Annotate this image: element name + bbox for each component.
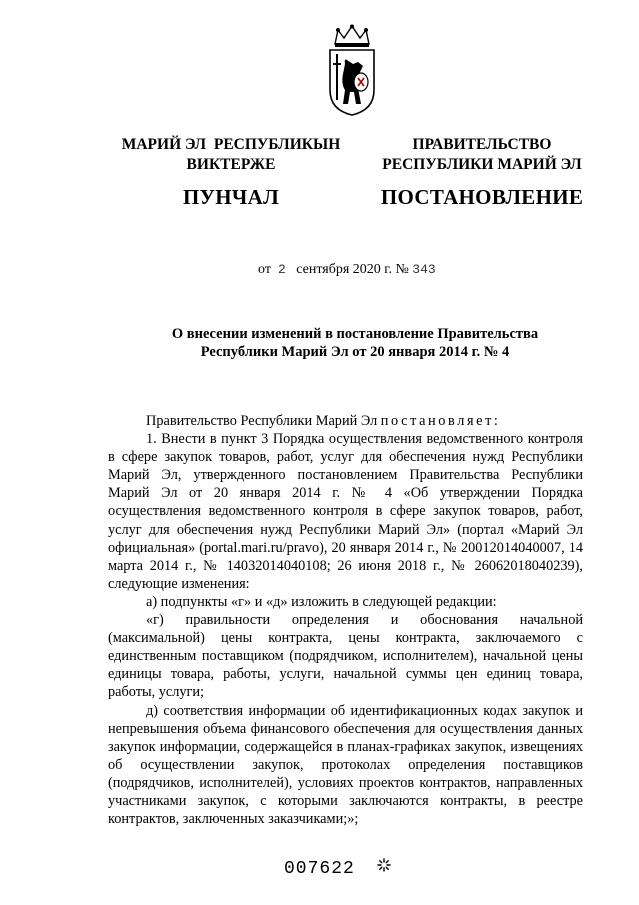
header-left-line2: ВИКТЕРЖЕ: [186, 156, 276, 173]
header-left-line1: МАРИЙ ЭЛ РЕСПУБЛИКЫН: [121, 136, 341, 153]
date-day: 2: [277, 262, 286, 277]
title-line2: Республики Марий Эл от 20 января 2014 г. № 4: [200, 344, 510, 360]
paragraph-4: д) соответствия информации об идентификационных кодах закупок и непревышения объема финансового обеспечения для осуществления данных закупок информации, содержащейся в планах-графиках закупок, извещениях об осуществлении закупок, протоколах определения поставщиков (подрядчиков, исполнителей), условиях проектов контрактов, направленных участниками закупок, с которыми заключаются контракты, в реестре контрактов, заключенных заказчиками;»;: [108, 702, 583, 828]
document-body: [108, 412, 583, 828]
document-title: [120, 325, 590, 361]
footer-serial: [284, 858, 391, 879]
coat-of-arms-icon: [327, 24, 377, 116]
intro-spaced: постановляет: [380, 413, 494, 429]
header-right-line2: РЕСПУБЛИКИ МАРИЙ ЭЛ: [382, 156, 582, 173]
intro-end: :: [493, 413, 498, 429]
header-right-doc-type: ПОСТАНОВЛЕНИЕ: [380, 185, 584, 209]
header-left: [100, 135, 362, 207]
date-month-year: сентября 2020 г. №: [296, 262, 409, 277]
title-line1: О внесении изменений в постановление Правительства: [171, 326, 539, 342]
paragraph-2: а) подпункты «г» и «д» изложить в следующей редакции:: [146, 593, 497, 610]
intro-paragraph: [108, 412, 583, 430]
intro-start: Правительство Республики Марий Эл: [146, 413, 381, 429]
serial-number: 007622: [284, 858, 355, 879]
document-number: 343: [412, 262, 436, 277]
header-right-line1: ПРАВИТЕЛЬСТВО: [412, 136, 552, 153]
paragraph-3: «г) правильности определения и обоснования начальной (максимальной) цены контракта, цены контракта, заключаемого с единственным поставщиком (подрядчиком, исполнителем), начальной цены единицы товара, работы, услуги, начальной суммы цен единиц товара, работы, услуги;: [108, 612, 583, 701]
document-date-line: [258, 262, 436, 278]
header-right: [372, 135, 592, 207]
star-seal-icon: [377, 858, 391, 878]
header-left-doc-type: ПУНЧАЛ: [182, 185, 280, 209]
paragraph-1: 1. Внести в пункт 3 Порядка осуществления ведомственного контроля в сфере закупок товаров, работ, услуг для обеспечения нужд Республики Марий Эл, утвержденного постановлением Правительства Республики Марий Эл от 20 января 2014 г. № 4 «Об утверждении Порядка осуществления ведомственного контроля в сфере закупок товаров, работ, услуг для обеспечения нужд Республики Марий Эл» (портал «Марий Эл официальная» (portal.mari.ru/pravo), 20 января 2014 г., № 20012014040007, 14 марта 2014 г., № 14032014040108; 26 июня 2018 г., № 26062018040239), следующие изменения:: [108, 431, 583, 592]
date-prefix: от: [258, 262, 271, 277]
